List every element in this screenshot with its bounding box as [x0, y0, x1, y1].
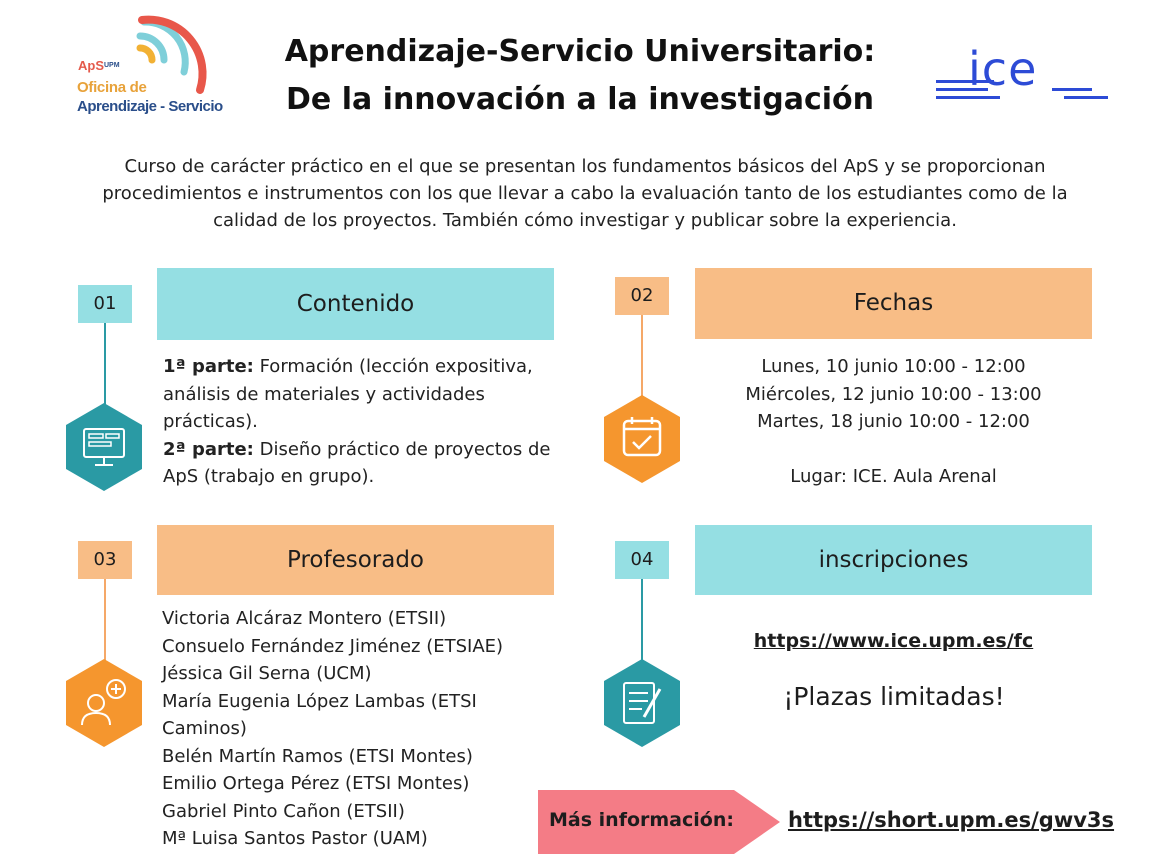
- contenido-body: [163, 353, 568, 491]
- computer-screen-icon: [66, 403, 142, 491]
- ice-logo-text: ice: [968, 42, 1038, 96]
- teacher-list: [162, 605, 562, 853]
- teacher-item: Jéssica Gil Serna (UCM): [162, 663, 372, 684]
- aps-logo-line1: Oficina de: [77, 79, 147, 96]
- teacher-item: Caminos): [162, 718, 247, 739]
- aps-logo-brand: ApS: [78, 58, 104, 73]
- teacher-item: Mª Luisa Santos Pastor (UAM): [162, 828, 428, 849]
- inscription-link[interactable]: https://www.ice.upm.es/fc: [753, 630, 1034, 652]
- section-number-04: 04: [615, 541, 669, 579]
- aps-logo-tag: UPM: [104, 62, 120, 69]
- section-number-03: 03: [78, 541, 132, 579]
- teacher-item: Emilio Ortega Pérez (ETSI Montes): [162, 773, 470, 794]
- teacher-icon: [66, 659, 142, 747]
- page-title: [220, 28, 940, 124]
- teacher-item: Gabriel Pinto Cañon (ETSII): [162, 800, 405, 822]
- connector-line: [104, 323, 106, 413]
- section-header-fechas: Fechas: [695, 268, 1092, 339]
- part1-text: Formación (lección expositiva, análisis de materiales y actividades prácticas).: [163, 356, 533, 432]
- part1-label: 1ª parte:: [163, 356, 254, 377]
- section-header-inscripciones: inscripciones: [695, 525, 1092, 595]
- intro-paragraph: Curso de carácter práctico en el que se presentan los fundamentos básicos del ApS y se proporcionan procedimientos e instrumentos con los que llevar a cabo la evaluación tanto de los estudiantes como de la calidad de los proyectos. También cómo investigar y publicar sobre la experiencia.: [102, 156, 1068, 231]
- title-line-2: De la innovación a la investigación: [286, 82, 874, 117]
- teacher-item: Consuelo Fernández Jiménez (ETSIAE): [162, 635, 504, 657]
- teacher-item: Victoria Alcáraz Montero (ETSII): [162, 608, 447, 629]
- teacher-item: María Eugenia López Lambas (ETSI: [162, 690, 477, 712]
- date-item: Martes, 18 junio 10:00 - 12:00: [757, 411, 1030, 432]
- date-item: Miércoles, 12 junio 10:00 - 13:00: [745, 383, 1042, 405]
- date-item: Lunes, 10 junio 10:00 - 12:00: [761, 356, 1026, 377]
- teacher-item: Belén Martín Ramos (ETSI Montes): [162, 745, 473, 767]
- part2-text: Diseño práctico de proyectos de ApS (trabajo en grupo).: [163, 438, 551, 487]
- section-header-contenido: Contenido: [157, 268, 554, 340]
- title-line-1: Aprendizaje-Servicio Universitario:: [284, 34, 876, 69]
- more-info-label: Más información:: [549, 809, 734, 831]
- part2-label: 2ª parte:: [163, 438, 254, 460]
- section-number-01: 01: [78, 285, 132, 323]
- aps-logo-line2: Aprendizaje - Servicio: [77, 98, 223, 115]
- fechas-body: [695, 353, 1092, 491]
- section-header-profesorado: Profesorado: [157, 525, 554, 595]
- checklist-pen-icon: [604, 659, 680, 747]
- calendar-check-icon: [604, 395, 680, 483]
- connector-line: [104, 579, 106, 665]
- more-info-link[interactable]: https://short.upm.es/gwv3s: [788, 808, 1115, 832]
- section-number-02: 02: [615, 277, 669, 315]
- connector-line: [641, 315, 643, 407]
- connector-line: [641, 579, 643, 665]
- place-text: Lugar: ICE. Aula Arenal: [790, 466, 997, 487]
- limited-places-note: ¡Plazas limitadas!: [783, 682, 1005, 711]
